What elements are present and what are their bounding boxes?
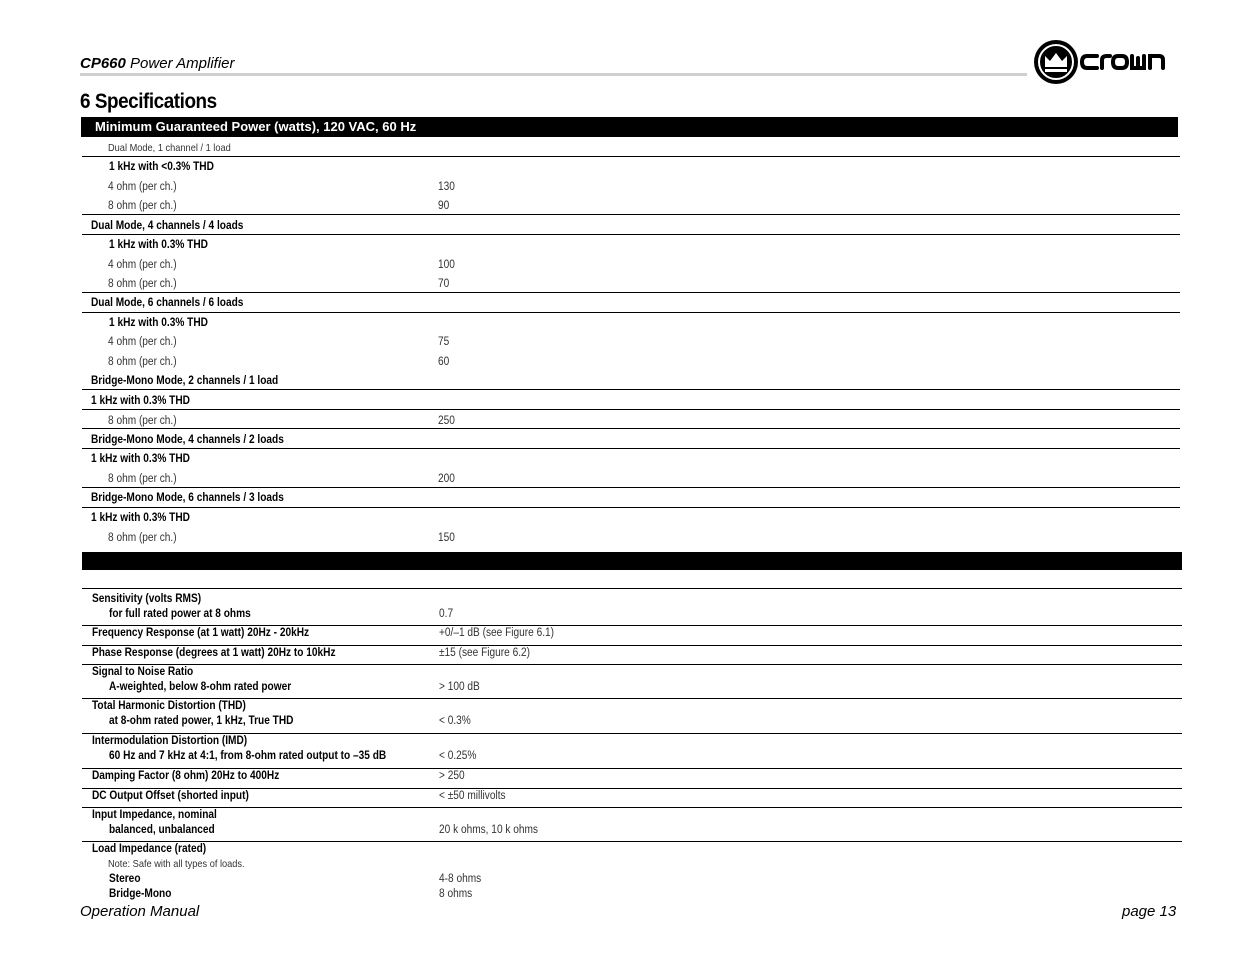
power-row-label: 8 ohm (per ch.) bbox=[108, 200, 177, 212]
load-impedance-title: Load Impedance (rated) bbox=[92, 843, 207, 855]
performance-table-row bbox=[92, 699, 1182, 734]
power-table-rule bbox=[82, 214, 1180, 215]
power-row-label: 8 ohm (per ch.) bbox=[108, 473, 177, 485]
table-top-rule bbox=[82, 588, 1182, 589]
power-row-label: 8 ohm (per ch.) bbox=[108, 415, 177, 427]
model-name: CP660 bbox=[80, 55, 126, 72]
power-row-label: Dual Mode, 4 channels / 4 loads bbox=[91, 220, 244, 232]
power-row-label: Bridge-Mono Mode, 2 channels / 1 load bbox=[91, 375, 279, 387]
section-divider-bar bbox=[82, 552, 1182, 570]
power-table-rule bbox=[82, 507, 1180, 508]
performance-table-row bbox=[92, 592, 1182, 626]
spec-label: Intermodulation Distortion (IMD) bbox=[92, 735, 248, 747]
power-table-rule bbox=[82, 156, 1180, 157]
performance-table-row bbox=[92, 734, 1182, 769]
power-row-value: 200 bbox=[438, 473, 455, 485]
power-table-heading: Minimum Guaranteed Power (watts), 120 VAC, 60 Hz bbox=[95, 119, 417, 134]
bridge-mono-value: 8 ohms bbox=[439, 888, 473, 900]
power-table-row bbox=[0, 354, 1235, 373]
power-row-label: 8 ohm (per ch.) bbox=[108, 278, 177, 290]
power-table-rule bbox=[82, 448, 1180, 449]
power-row-label: 4 ohm (per ch.) bbox=[108, 181, 177, 193]
power-row-value: 150 bbox=[438, 532, 455, 544]
power-row-value: 75 bbox=[438, 336, 450, 348]
power-row-label: 1 kHz with 0.3% THD bbox=[91, 395, 190, 407]
power-row-value: 100 bbox=[438, 259, 455, 271]
section-title: 6 Specifications bbox=[80, 90, 217, 113]
performance-table-row bbox=[92, 626, 1182, 646]
spec-label: DC Output Offset (shorted input) bbox=[92, 790, 249, 802]
power-row-label: 1 kHz with 0.3% THD bbox=[91, 512, 190, 524]
power-table-heading-bar bbox=[81, 117, 1178, 137]
power-table-rule bbox=[82, 389, 1180, 390]
power-row-label: Dual Mode, 6 channels / 6 loads bbox=[91, 297, 244, 309]
document-title bbox=[80, 55, 235, 72]
power-row-label: 1 kHz with <0.3% THD bbox=[109, 161, 214, 173]
stereo-value: 4-8 ohms bbox=[439, 873, 482, 885]
load-impedance-note: Note: Safe with all types of loads. bbox=[108, 858, 245, 870]
power-row-label: 8 ohm (per ch.) bbox=[108, 356, 177, 368]
power-table-rule bbox=[82, 292, 1180, 293]
power-table-rule bbox=[82, 234, 1180, 235]
power-table-row bbox=[0, 530, 1235, 549]
power-row-value: 130 bbox=[438, 181, 455, 193]
spec-value: < 0.25% bbox=[439, 750, 477, 762]
spec-label: Signal to Noise Ratio bbox=[92, 666, 194, 678]
power-table-rule bbox=[82, 409, 1180, 410]
spec-sublabel: 60 Hz and 7 kHz at 4:1, from 8-ohm rated output to –35 dB bbox=[109, 750, 387, 762]
power-row-label: 4 ohm (per ch.) bbox=[108, 336, 177, 348]
spec-value: > 100 dB bbox=[439, 681, 480, 693]
crown-logo bbox=[1032, 38, 1180, 88]
performance-table-row bbox=[92, 789, 1182, 808]
spec-sublabel: balanced, unbalanced bbox=[109, 824, 215, 836]
power-row-label: Dual Mode, 1 channel / 1 load bbox=[108, 142, 231, 154]
spec-value: > 250 bbox=[439, 770, 465, 782]
spec-value: ±15 (see Figure 6.2) bbox=[439, 647, 531, 659]
power-row-label: 1 kHz with 0.3% THD bbox=[109, 239, 208, 251]
load-impedance-block bbox=[92, 842, 1182, 902]
footer-manual-title: Operation Manual bbox=[80, 903, 200, 920]
spec-value: < ±50 millivolts bbox=[439, 790, 506, 802]
spec-label: Phase Response (degrees at 1 watt) 20Hz to 10kHz bbox=[92, 647, 336, 659]
power-row-label: 8 ohm (per ch.) bbox=[108, 532, 177, 544]
power-row-label: 4 ohm (per ch.) bbox=[108, 259, 177, 271]
power-table-row bbox=[0, 510, 1235, 529]
footer-page-number: page 13 bbox=[1122, 903, 1177, 920]
spec-sublabel: for full rated power at 8 ohms bbox=[109, 608, 251, 620]
power-row-label: Bridge-Mono Mode, 6 channels / 3 loads bbox=[91, 492, 284, 504]
power-row-value: 70 bbox=[438, 278, 450, 290]
spec-label: Damping Factor (8 ohm) 20Hz to 400Hz bbox=[92, 770, 280, 782]
power-table-rule bbox=[82, 428, 1180, 429]
power-table-row bbox=[0, 257, 1235, 276]
spec-value: +0/–1 dB (see Figure 6.1) bbox=[439, 627, 555, 639]
spec-value: < 0.3% bbox=[439, 715, 471, 727]
power-row-value: 60 bbox=[438, 356, 450, 368]
stereo-label: Stereo bbox=[109, 873, 141, 885]
performance-table-row bbox=[92, 646, 1182, 665]
power-row-label: 1 kHz with 0.3% THD bbox=[109, 317, 208, 329]
power-row-label: Bridge-Mono Mode, 4 channels / 2 loads bbox=[91, 434, 284, 446]
performance-table-row bbox=[92, 808, 1182, 842]
spec-sublabel: A-weighted, below 8-ohm rated power bbox=[109, 681, 292, 693]
power-row-label: 1 kHz with 0.3% THD bbox=[91, 453, 190, 465]
spec-value: 20 k ohms, 10 k ohms bbox=[439, 824, 538, 836]
product-name: Power Amplifier bbox=[130, 55, 235, 72]
performance-table-row bbox=[92, 769, 1182, 789]
power-table-row bbox=[0, 451, 1235, 470]
power-table-row bbox=[0, 179, 1235, 198]
power-table-row bbox=[0, 334, 1235, 353]
spec-label: Total Harmonic Distortion (THD) bbox=[92, 700, 246, 712]
spec-label: Frequency Response (at 1 watt) 20Hz - 20kHz bbox=[92, 627, 310, 639]
power-row-value: 250 bbox=[438, 415, 455, 427]
header-rule bbox=[80, 73, 1027, 76]
bridge-mono-label: Bridge-Mono bbox=[109, 888, 172, 900]
power-row-value: 90 bbox=[438, 200, 450, 212]
power-table-rule bbox=[82, 312, 1180, 313]
spec-label: Sensitivity (volts RMS) bbox=[92, 593, 202, 605]
spec-sublabel: at 8-ohm rated power, 1 kHz, True THD bbox=[109, 715, 294, 727]
power-table-row bbox=[0, 159, 1235, 178]
power-table-row bbox=[0, 315, 1235, 334]
spec-label: Input Impedance, nominal bbox=[92, 809, 217, 821]
power-table-rule bbox=[82, 487, 1180, 488]
power-table-row bbox=[0, 237, 1235, 256]
power-table-row bbox=[0, 413, 1235, 432]
performance-table-row bbox=[92, 665, 1182, 699]
spec-value: 0.7 bbox=[439, 608, 454, 620]
